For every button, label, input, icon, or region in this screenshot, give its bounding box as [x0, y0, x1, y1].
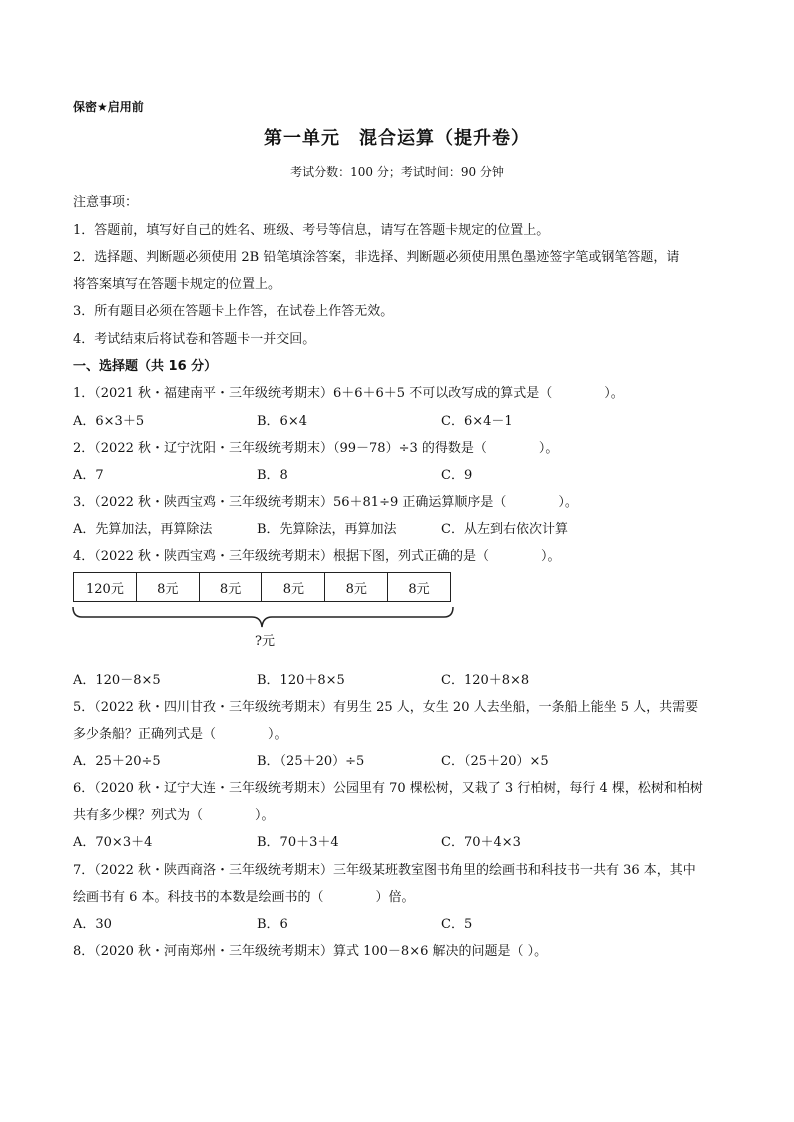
question-stem: 5．（2022 秋・四川甘孜・三年级统考期末）有男生 25 人，女生 20 人去坐船，一条船上能坐 5 人，共需要 — [73, 700, 699, 715]
tape-cell: 8元 — [137, 573, 200, 601]
question-stem: 2．（2022 秋・辽宁沈阳・三年级统考期末）（99－78）÷3 的得数是（ ）。 — [73, 441, 559, 456]
tape-diagram — [73, 572, 451, 602]
tape-cell: 8元 — [200, 573, 263, 601]
tape-cell: 8元 — [325, 573, 388, 601]
total-label: ?元 — [255, 634, 275, 649]
question-stem-cont: 多少条船？正确列式是（ ）。 — [73, 727, 288, 742]
option-c[interactable]: C．6×4－1 — [441, 414, 513, 429]
question-stem: 1．（2021 秋・福建南平・三年级统考期末）6＋6＋6＋5 不可以改写成的算式是（ ）。 — [73, 386, 624, 401]
note-item: 4．考试结束后将试卷和答题卡一并交回。 — [73, 332, 316, 347]
note-item: 3．所有题目必须在答题卡上作答，在试卷上作答无效。 — [73, 304, 394, 319]
confidential-label: 保密★启用前 — [73, 100, 144, 114]
notes-heading: 注意事项： — [73, 195, 139, 210]
option-a[interactable]: A．先算加法，再算除法 — [73, 522, 213, 537]
option-c[interactable]: C．120＋8×8 — [441, 673, 530, 688]
note-item: 2．选择题、判断题必须使用 2B 铅笔填涂答案，非选择、判断题必须使用黑色墨迹签字笔或钢笔答题，请 — [73, 250, 680, 265]
option-a[interactable]: A．70×3＋4 — [73, 835, 153, 850]
question-stem-cont: 共有多少棵？列式为（ ）。 — [73, 808, 275, 823]
section-heading: 一、选择题（共 16 分） — [73, 359, 218, 374]
option-a[interactable]: A．120－8×5 — [73, 673, 161, 688]
question-stem: 4．（2022 秋・陕西宝鸡・三年级统考期末）根据下图，列式正确的是（ ）。 — [73, 549, 561, 564]
option-b[interactable]: B．8 — [257, 468, 288, 483]
tape-cell: 8元 — [408, 581, 430, 597]
option-b[interactable]: B．（25＋20）÷5 — [257, 754, 365, 769]
tape-cell: 8元 — [262, 573, 325, 601]
option-b[interactable]: B．70＋3＋4 — [257, 835, 339, 850]
question-stem: 8．（2020 秋・河南郑州・三年级统考期末）算式 100－8×6 解决的问题是（ ）。 — [73, 944, 548, 959]
option-c[interactable]: C．（25＋20）×5 — [441, 754, 549, 769]
question-stem: 3．（2022 秋・陕西宝鸡・三年级统考期末）56＋81÷9 正确运算顺序是（ ）。 — [73, 495, 578, 510]
tape-cell: 120元 — [74, 573, 137, 601]
option-c[interactable]: C．从左到右依次计算 — [441, 522, 568, 537]
option-c[interactable]: C．5 — [441, 917, 473, 932]
option-a[interactable]: A．7 — [73, 468, 104, 483]
total-brace — [72, 605, 454, 629]
option-a[interactable]: A．25＋20÷5 — [73, 754, 161, 769]
option-a[interactable]: A．6×3＋5 — [73, 414, 145, 429]
question-stem: 6．（2020 秋・辽宁大连・三年级统考期末）公园里有 70 棵松树，又栽了 3 行柏树，每行 4 棵，松树和柏树 — [73, 781, 703, 796]
question-stem-cont: 绘画书有 6 本。科技书的本数是绘画书的（ ）倍。 — [73, 890, 415, 905]
option-b[interactable]: B．6 — [257, 917, 288, 932]
note-item: 1．答题前，填写好自己的姓名、班级、考号等信息，请写在答题卡规定的位置上。 — [73, 223, 550, 238]
option-a[interactable]: A．30 — [73, 917, 112, 932]
option-b[interactable]: B．120＋8×5 — [257, 673, 345, 688]
option-c[interactable]: C．9 — [441, 468, 473, 483]
option-c[interactable]: C．70＋4×3 — [441, 835, 521, 850]
exam-info: 考试分数：100 分；考试时间：90 分钟 — [290, 165, 504, 179]
option-b[interactable]: B．6×4 — [257, 414, 307, 429]
question-stem: 7．（2022 秋・陕西商洛・三年级统考期末）三年级某班教室图书角里的绘画书和科技书一共有 36 本，其中 — [73, 863, 696, 878]
note-item: 将答案填写在答题卡规定的位置上。 — [73, 277, 282, 292]
option-b[interactable]: B．先算除法，再算加法 — [257, 522, 397, 537]
page-title: 第一单元 混合运算（提升卷） — [264, 128, 530, 149]
